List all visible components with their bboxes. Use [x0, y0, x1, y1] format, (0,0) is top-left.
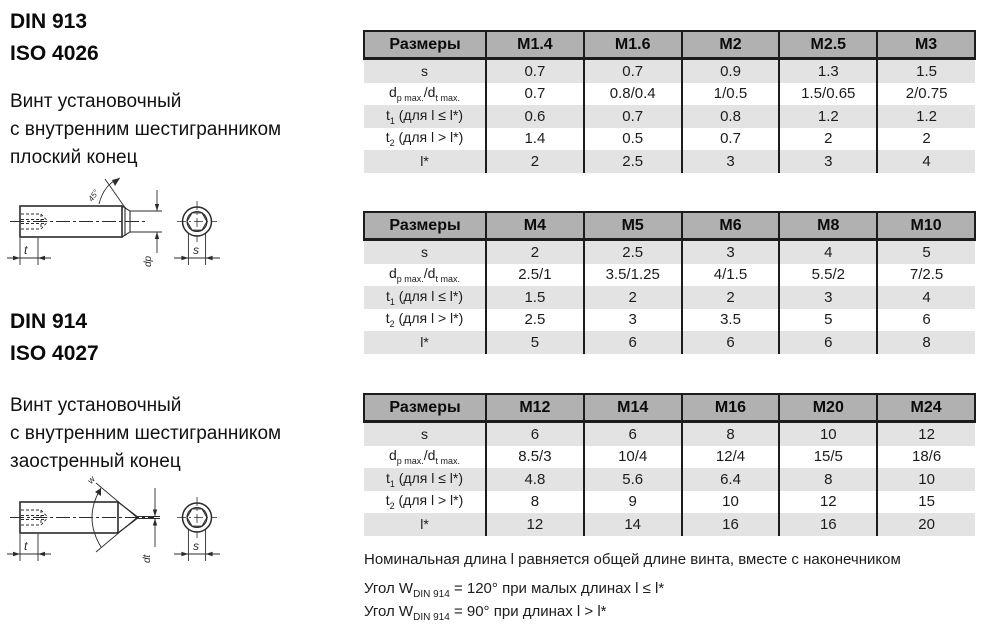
value-cell: 4: [877, 150, 975, 173]
value-cell: 8: [779, 468, 877, 491]
dimension-label-dt: dt: [142, 554, 153, 563]
table-row: [364, 128, 975, 151]
row-label-cell: [364, 331, 486, 354]
table-row: [364, 240, 975, 264]
value-cell: 8.5/3: [486, 446, 584, 469]
header-cell-thread-size: M24: [877, 394, 975, 422]
description-line: заостренный конец: [10, 451, 181, 472]
text-segment: = 90° при длинах l > l*: [449, 603, 607, 620]
table-row: [364, 331, 975, 354]
value-cell: 6.4: [682, 468, 780, 491]
value-cell: 14: [584, 513, 682, 536]
text-segment: t: [385, 106, 390, 123]
header-cell-thread-size: M2: [682, 31, 780, 59]
subscript-text: p max.: [396, 456, 424, 467]
row-label-cell: [364, 309, 486, 332]
value-cell: 9: [584, 491, 682, 514]
chamfer-angle-label: 45°: [86, 188, 101, 204]
value-cell: 2: [682, 286, 780, 309]
value-cell: 6: [584, 331, 682, 354]
dimension-label-s: s: [193, 243, 199, 257]
subscript-text: t max.: [435, 274, 460, 285]
technical-drawing-cone-point: [4, 466, 239, 594]
table-row: [364, 491, 975, 514]
description-din914: [10, 392, 281, 476]
table-row: [364, 513, 975, 536]
value-cell: 12: [779, 491, 877, 514]
text-segment: s: [421, 244, 428, 261]
description-din913: [10, 88, 281, 172]
table-row: [364, 468, 975, 491]
row-label-cell: [364, 240, 486, 264]
value-cell: 10: [779, 422, 877, 446]
dimension-table: [363, 211, 976, 354]
text-segment: (для l > l*): [394, 492, 464, 509]
value-cell: 18/6: [877, 446, 975, 469]
value-cell: 16: [682, 513, 780, 536]
value-cell: 6: [682, 331, 780, 354]
value-cell: 1.5/0.65: [779, 83, 877, 106]
standard-line-iso: ISO 4026: [10, 42, 99, 65]
text-segment: t: [385, 129, 390, 146]
header-cell-thread-size: M12: [486, 394, 584, 422]
row-label-cell: [364, 286, 486, 309]
value-cell: 1.2: [877, 105, 975, 128]
value-cell: 0.7: [584, 59, 682, 83]
value-cell: 4: [877, 286, 975, 309]
header-cell-thread-size: M5: [584, 212, 682, 240]
value-cell: 0.8: [682, 105, 780, 128]
table-row: [364, 150, 975, 173]
dimension-label-s: s: [193, 539, 199, 553]
value-cell: 2.5: [584, 240, 682, 264]
row-label-cell: [364, 128, 486, 151]
value-cell: 20: [877, 513, 975, 536]
header-cell-thread-size: M8: [779, 212, 877, 240]
subscript-text: DIN 914: [413, 589, 450, 600]
text-segment: s: [421, 426, 428, 443]
standard-title-din914: [10, 306, 99, 370]
text-segment: l*: [420, 153, 429, 170]
text-segment: (для l > l*): [394, 129, 464, 146]
value-cell: 4.8: [486, 468, 584, 491]
value-cell: 0.6: [486, 105, 584, 128]
subscript-text: 2: [389, 138, 395, 149]
value-cell: 10/4: [584, 446, 682, 469]
dimension-label-dp: dp: [143, 255, 154, 267]
standard-line-din: DIN 914: [10, 310, 88, 333]
header-cell-thread-size: M6: [682, 212, 780, 240]
value-cell: 5.6: [584, 468, 682, 491]
subscript-text: t max.: [435, 93, 460, 104]
table-row: [364, 264, 975, 287]
value-cell: 8: [682, 422, 780, 446]
text-segment: t: [385, 310, 390, 327]
value-cell: 12: [877, 422, 975, 446]
table-row: [364, 83, 975, 106]
table-header-row: [364, 394, 975, 422]
text-segment: t: [385, 287, 390, 304]
value-cell: 10: [877, 468, 975, 491]
header-cell-thread-size: M2.5: [779, 31, 877, 59]
text-segment: s: [421, 63, 428, 80]
text-segment: /d: [423, 265, 436, 282]
header-cell-thread-size: M20: [779, 394, 877, 422]
text-segment: t: [385, 492, 390, 509]
value-cell: 5: [877, 240, 975, 264]
value-cell: 2.5/1: [486, 264, 584, 287]
value-cell: 3: [779, 150, 877, 173]
table-row: [364, 309, 975, 332]
table-header-row: [364, 31, 975, 59]
value-cell: 1/0.5: [682, 83, 780, 106]
text-segment: Угол W: [364, 580, 414, 597]
value-cell: 4: [779, 240, 877, 264]
table-row: [364, 286, 975, 309]
description-line: плоский конец: [10, 147, 138, 168]
value-cell: 0.7: [584, 105, 682, 128]
note-nominal-length: [364, 551, 901, 568]
standard-line-din: DIN 913: [10, 10, 88, 33]
value-cell: 0.7: [486, 83, 584, 106]
dimension-table: [363, 393, 976, 536]
text-segment: /d: [423, 447, 436, 464]
value-cell: 6: [877, 309, 975, 332]
header-cell-sizes: Размеры: [364, 394, 486, 422]
row-label-cell: [364, 468, 486, 491]
table-row: [364, 446, 975, 469]
dimensions-table-m12-m24: [363, 393, 977, 536]
description-line: Винт установочный: [10, 395, 182, 416]
value-cell: 8: [877, 331, 975, 354]
value-cell: 16: [779, 513, 877, 536]
dimension-table: [363, 30, 976, 173]
value-cell: 3: [682, 150, 780, 173]
text-segment: (для l ≤ l*): [394, 469, 464, 486]
table-row: [364, 422, 975, 446]
header-cell-sizes: Размеры: [364, 31, 486, 59]
value-cell: 10: [682, 491, 780, 514]
value-cell: 6: [779, 331, 877, 354]
text-segment: (для l ≤ l*): [394, 106, 464, 123]
value-cell: 5.5/2: [779, 264, 877, 287]
table-row: [364, 59, 975, 83]
value-cell: 2: [877, 128, 975, 151]
text-segment: (для l ≤ l*): [394, 287, 464, 304]
text-segment: Угол W: [364, 603, 414, 620]
value-cell: 0.5: [584, 128, 682, 151]
value-cell: 1.2: [779, 105, 877, 128]
value-cell: 3: [584, 309, 682, 332]
value-cell: 1.5: [486, 286, 584, 309]
value-cell: 3.5/1.25: [584, 264, 682, 287]
subscript-text: 1: [389, 296, 395, 307]
description-line: Винт установочный: [10, 91, 182, 112]
header-cell-thread-size: M4: [486, 212, 584, 240]
dimensions-table-m4-m10: [363, 211, 977, 354]
row-label-cell: [364, 446, 486, 469]
description-line: с внутренним шестигранником: [10, 423, 282, 444]
row-label-cell: [364, 105, 486, 128]
value-cell: 4/1.5: [682, 264, 780, 287]
note-angle-120: [364, 580, 664, 600]
value-cell: 3: [682, 240, 780, 264]
subscript-text: 2: [389, 319, 395, 330]
value-cell: 0.9: [682, 59, 780, 83]
value-cell: 8: [486, 491, 584, 514]
subscript-text: DIN 914: [413, 612, 450, 623]
value-cell: 5: [779, 309, 877, 332]
subscript-text: 1: [389, 478, 395, 489]
row-label-cell: [364, 513, 486, 536]
value-cell: 3: [779, 286, 877, 309]
value-cell: 6: [486, 422, 584, 446]
cone-angle-label: w: [85, 474, 98, 486]
dimension-label-t: t: [24, 243, 28, 257]
subscript-text: 1: [389, 115, 395, 126]
standard-line-iso: ISO 4027: [10, 342, 99, 365]
value-cell: 15/5: [779, 446, 877, 469]
value-cell: 0.7: [486, 59, 584, 83]
value-cell: 2: [584, 286, 682, 309]
value-cell: 2: [486, 150, 584, 173]
row-label-cell: [364, 491, 486, 514]
technical-drawing-flat-point: [4, 170, 239, 298]
value-cell: 7/2.5: [877, 264, 975, 287]
header-cell-thread-size: M3: [877, 31, 975, 59]
value-cell: 1.4: [486, 128, 584, 151]
row-label-cell: [364, 150, 486, 173]
text-segment: t: [385, 469, 390, 486]
value-cell: 1.5: [877, 59, 975, 83]
note-angle-90: [364, 603, 607, 623]
value-cell: 3.5: [682, 309, 780, 332]
text-segment: l*: [420, 516, 429, 533]
header-cell-thread-size: M14: [584, 394, 682, 422]
value-cell: 12/4: [682, 446, 780, 469]
header-cell-thread-size: M10: [877, 212, 975, 240]
text-segment: d: [388, 84, 397, 101]
value-cell: 5: [486, 331, 584, 354]
text-segment: (для l > l*): [394, 310, 464, 327]
text-segment: l*: [420, 334, 429, 351]
value-cell: 15: [877, 491, 975, 514]
header-cell-sizes: Размеры: [364, 212, 486, 240]
value-cell: 0.7: [682, 128, 780, 151]
value-cell: 2: [486, 240, 584, 264]
text-segment: d: [388, 265, 397, 282]
table-header-row: [364, 212, 975, 240]
value-cell: 0.8/0.4: [584, 83, 682, 106]
text-segment: /d: [423, 84, 436, 101]
standard-title-din913: [10, 6, 99, 70]
value-cell: 6: [584, 422, 682, 446]
subscript-text: 2: [389, 501, 395, 512]
row-label-cell: [364, 422, 486, 446]
text-segment: = 120° при малых длинах l ≤ l*: [449, 580, 665, 597]
value-cell: 2.5: [584, 150, 682, 173]
text-segment: d: [388, 447, 397, 464]
dimension-label-t: t: [24, 539, 28, 553]
description-line: с внутренним шестигранником: [10, 119, 282, 140]
dimensions-table-m1.4-m3: [363, 30, 977, 173]
value-cell: 2/0.75: [877, 83, 975, 106]
header-cell-thread-size: M1.4: [486, 31, 584, 59]
value-cell: 12: [486, 513, 584, 536]
value-cell: 1.3: [779, 59, 877, 83]
value-cell: 2.5: [486, 309, 584, 332]
header-cell-thread-size: M16: [682, 394, 780, 422]
subscript-text: p max.: [396, 93, 424, 104]
table-row: [364, 105, 975, 128]
header-cell-thread-size: M1.6: [584, 31, 682, 59]
row-label-cell: [364, 59, 486, 83]
subscript-text: p max.: [396, 274, 424, 285]
text-segment: Номинальная длина l равняется общей длине винта, вместе с наконечником: [364, 551, 901, 568]
subscript-text: t max.: [435, 456, 460, 467]
row-label-cell: [364, 83, 486, 106]
row-label-cell: [364, 264, 486, 287]
value-cell: 2: [779, 128, 877, 151]
